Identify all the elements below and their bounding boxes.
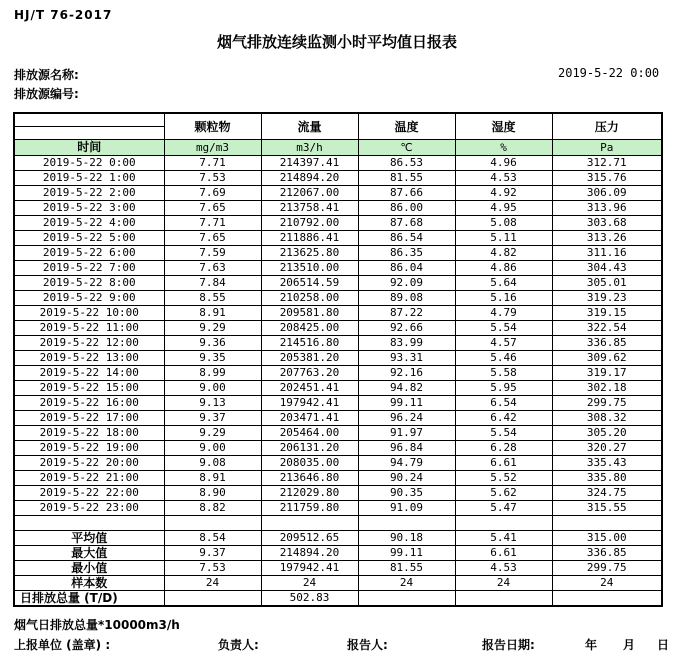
header-spacer-cell [14, 127, 164, 140]
humidity-cell: 6.61 [455, 456, 552, 471]
time-cell: 2019-5-22 20:00 [14, 456, 164, 471]
pressure-cell: 309.62 [552, 351, 662, 366]
pressure-cell: 308.32 [552, 411, 662, 426]
temperature-cell: 94.82 [358, 381, 455, 396]
pressure-cell: 299.75 [552, 396, 662, 411]
month-label: 月 [623, 638, 636, 652]
time-cell: 2019-5-22 7:00 [14, 261, 164, 276]
flow-cell: 208035.00 [261, 456, 358, 471]
particulate-cell: 9.36 [164, 336, 261, 351]
pressure-cell: 302.18 [552, 381, 662, 396]
unit-humidity: % [455, 140, 552, 156]
flow-cell: 214397.41 [261, 156, 358, 171]
temperature-cell: 86.53 [358, 156, 455, 171]
temperature-cell: 92.66 [358, 321, 455, 336]
particulate-cell: 9.35 [164, 351, 261, 366]
particulate-cell: 9.08 [164, 456, 261, 471]
source-code-label: 排放源编号: [14, 87, 79, 101]
humidity-cell: 5.58 [455, 366, 552, 381]
particulate-cell: 8.90 [164, 486, 261, 501]
table-row [14, 201, 662, 216]
pressure-cell: 324.75 [552, 486, 662, 501]
table-row [14, 321, 662, 336]
particulate-cell: 7.65 [164, 201, 261, 216]
temperature-cell: 91.97 [358, 426, 455, 441]
flow-cell: 213646.80 [261, 471, 358, 486]
time-cell: 2019-5-22 3:00 [14, 201, 164, 216]
flow-cell: 205464.00 [261, 426, 358, 441]
time-cell: 2019-5-22 10:00 [14, 306, 164, 321]
particulate-cell: 9.00 [164, 381, 261, 396]
summary-row [14, 546, 662, 561]
time-header: 时间 [14, 140, 164, 156]
flow-cell: 214894.20 [261, 171, 358, 186]
table-row [14, 216, 662, 231]
time-cell: 2019-5-22 0:00 [14, 156, 164, 171]
flow-cell: 212029.80 [261, 486, 358, 501]
pressure-cell: 319.17 [552, 366, 662, 381]
humidity-cell: 4.79 [455, 306, 552, 321]
flow-cell: 207763.20 [261, 366, 358, 381]
table-row [14, 276, 662, 291]
summary-row [14, 561, 662, 576]
temperature-cell: 89.08 [358, 291, 455, 306]
table-row [14, 441, 662, 456]
humidity-cell [455, 591, 552, 607]
temperature-cell: 24 [358, 576, 455, 591]
table-row [14, 306, 662, 321]
flow-cell: 211759.80 [261, 501, 358, 516]
source-name-label: 排放源名称: [14, 68, 79, 82]
table-row [14, 351, 662, 366]
pressure-cell: 311.16 [552, 246, 662, 261]
table-row [14, 186, 662, 201]
unit-particulate: mg/m3 [164, 140, 261, 156]
pressure-cell: 305.20 [552, 426, 662, 441]
table-row [14, 336, 662, 351]
humidity-cell: 5.41 [455, 531, 552, 546]
humidity-cell: 4.96 [455, 156, 552, 171]
humidity-cell: 5.54 [455, 321, 552, 336]
time-cell: 2019-5-22 1:00 [14, 171, 164, 186]
table-row [14, 471, 662, 486]
time-cell: 2019-5-22 8:00 [14, 276, 164, 291]
table-row [14, 366, 662, 381]
temperature-cell: 92.09 [358, 276, 455, 291]
monitoring-table [13, 112, 663, 607]
particulate-cell: 9.13 [164, 396, 261, 411]
humidity-cell: 5.08 [455, 216, 552, 231]
flow-cell: 214894.20 [261, 546, 358, 561]
day-label: 日 [657, 638, 670, 652]
temperature-cell: 94.79 [358, 456, 455, 471]
humidity-cell: 4.92 [455, 186, 552, 201]
humidity-cell: 5.46 [455, 351, 552, 366]
col-header-temperature: 温度 [358, 113, 455, 140]
flow-cell: 206514.59 [261, 276, 358, 291]
humidity-cell: 5.47 [455, 501, 552, 516]
temperature-cell: 86.35 [358, 246, 455, 261]
summary-rows [14, 531, 662, 607]
page-title: 烟气排放连续监测小时平均值日报表 [216, 33, 457, 51]
pressure-cell: 336.85 [552, 546, 662, 561]
temperature-cell: 87.66 [358, 186, 455, 201]
time-cell: 2019-5-22 23:00 [14, 501, 164, 516]
footnote: 烟气日排放总量*10000m3/h [14, 618, 180, 632]
table-row [14, 246, 662, 261]
flow-cell: 209581.80 [261, 306, 358, 321]
report-datetime: 2019-5-22 0:00 [558, 66, 660, 80]
data-rows [14, 156, 662, 516]
pressure-cell: 24 [552, 576, 662, 591]
time-cell: 2019-5-22 2:00 [14, 186, 164, 201]
humidity-cell: 6.61 [455, 546, 552, 561]
summary-label: 最大值 [14, 546, 164, 561]
temperature-cell: 92.16 [358, 366, 455, 381]
summary-label: 样本数 [14, 576, 164, 591]
humidity-cell: 5.54 [455, 426, 552, 441]
humidity-cell: 24 [455, 576, 552, 591]
humidity-cell: 4.82 [455, 246, 552, 261]
particulate-cell: 9.29 [164, 426, 261, 441]
particulate-cell: 7.65 [164, 231, 261, 246]
table-row [14, 381, 662, 396]
table-row [14, 411, 662, 426]
time-cell: 2019-5-22 21:00 [14, 471, 164, 486]
flow-cell: 214516.80 [261, 336, 358, 351]
pressure-cell: 315.76 [552, 171, 662, 186]
time-cell: 2019-5-22 5:00 [14, 231, 164, 246]
particulate-cell: 8.54 [164, 531, 261, 546]
table-row [14, 231, 662, 246]
pressure-cell: 315.00 [552, 531, 662, 546]
blank-row [14, 516, 662, 531]
temperature-cell: 90.24 [358, 471, 455, 486]
humidity-cell: 6.28 [455, 441, 552, 456]
unit-row [14, 140, 662, 156]
particulate-cell: 8.91 [164, 471, 261, 486]
col-header-humidity: 湿度 [455, 113, 552, 140]
particulate-cell: 8.55 [164, 291, 261, 306]
temperature-cell: 99.11 [358, 546, 455, 561]
temperature-cell: 90.35 [358, 486, 455, 501]
particulate-cell: 7.84 [164, 276, 261, 291]
temperature-cell: 90.18 [358, 531, 455, 546]
particulate-cell: 7.71 [164, 156, 261, 171]
pressure-cell: 299.75 [552, 561, 662, 576]
separator-section [14, 516, 662, 531]
report-date-label: 报告日期: [482, 638, 535, 652]
humidity-cell: 5.62 [455, 486, 552, 501]
temperature-cell: 81.55 [358, 171, 455, 186]
particulate-cell [164, 591, 261, 607]
pressure-cell: 322.54 [552, 321, 662, 336]
col-header-flow: 流量 [261, 113, 358, 140]
humidity-cell: 4.53 [455, 561, 552, 576]
pressure-cell: 315.55 [552, 501, 662, 516]
temperature-cell: 81.55 [358, 561, 455, 576]
temperature-cell: 96.24 [358, 411, 455, 426]
time-cell: 2019-5-22 6:00 [14, 246, 164, 261]
table-row [14, 156, 662, 171]
flow-cell: 24 [261, 576, 358, 591]
header-spacer-cell [14, 113, 164, 127]
pressure-cell: 335.43 [552, 456, 662, 471]
pressure-cell: 305.01 [552, 276, 662, 291]
humidity-cell: 5.64 [455, 276, 552, 291]
particulate-cell: 7.71 [164, 216, 261, 231]
temperature-cell: 83.99 [358, 336, 455, 351]
flow-cell: 213510.00 [261, 261, 358, 276]
responsible-label: 负责人: [218, 638, 259, 652]
time-cell: 2019-5-22 19:00 [14, 441, 164, 456]
time-cell: 2019-5-22 17:00 [14, 411, 164, 426]
year-label: 年 [585, 638, 598, 652]
time-cell: 2019-5-22 18:00 [14, 426, 164, 441]
humidity-cell: 5.16 [455, 291, 552, 306]
flow-cell: 197942.41 [261, 561, 358, 576]
time-cell: 2019-5-22 4:00 [14, 216, 164, 231]
pressure-cell: 303.68 [552, 216, 662, 231]
temperature-cell: 87.22 [358, 306, 455, 321]
time-cell: 2019-5-22 12:00 [14, 336, 164, 351]
flow-cell: 206131.20 [261, 441, 358, 456]
pressure-cell: 304.43 [552, 261, 662, 276]
reporter-label: 报告人: [347, 638, 388, 652]
humidity-cell: 5.52 [455, 471, 552, 486]
particulate-cell: 24 [164, 576, 261, 591]
pressure-cell: 335.80 [552, 471, 662, 486]
temperature-cell: 93.31 [358, 351, 455, 366]
table-header [14, 113, 662, 156]
pressure-cell: 313.96 [552, 201, 662, 216]
unit-temperature: ℃ [358, 140, 455, 156]
flow-cell: 202451.41 [261, 381, 358, 396]
particulate-cell: 8.82 [164, 501, 261, 516]
summary-label: 平均值 [14, 531, 164, 546]
temperature-cell: 86.04 [358, 261, 455, 276]
summary-row [14, 576, 662, 591]
pressure-cell: 319.23 [552, 291, 662, 306]
humidity-cell: 5.11 [455, 231, 552, 246]
flow-cell: 213758.41 [261, 201, 358, 216]
table-row [14, 396, 662, 411]
particulate-cell: 9.37 [164, 411, 261, 426]
temperature-cell: 87.68 [358, 216, 455, 231]
temperature-cell: 96.84 [358, 441, 455, 456]
unit-flow: m3/h [261, 140, 358, 156]
temperature-cell: 99.11 [358, 396, 455, 411]
time-cell: 2019-5-22 13:00 [14, 351, 164, 366]
humidity-cell: 4.86 [455, 261, 552, 276]
summary-row [14, 591, 662, 607]
particulate-cell: 7.53 [164, 171, 261, 186]
flow-cell: 210258.00 [261, 291, 358, 306]
summary-label: 日排放总量 (T/D) [14, 591, 164, 607]
temperature-cell [358, 591, 455, 607]
report-unit-label: 上报单位 (盖章) : [14, 638, 111, 652]
table-row [14, 501, 662, 516]
param-header-row [14, 113, 662, 127]
summary-row [14, 531, 662, 546]
table-row [14, 261, 662, 276]
table-row [14, 171, 662, 186]
particulate-cell: 8.91 [164, 306, 261, 321]
particulate-cell: 8.99 [164, 366, 261, 381]
flow-cell: 197942.41 [261, 396, 358, 411]
pressure-cell: 313.26 [552, 231, 662, 246]
flow-cell: 211886.41 [261, 231, 358, 246]
particulate-cell: 7.59 [164, 246, 261, 261]
humidity-cell: 4.57 [455, 336, 552, 351]
table-row [14, 456, 662, 471]
particulate-cell: 7.69 [164, 186, 261, 201]
pressure-cell: 312.71 [552, 156, 662, 171]
temperature-cell: 86.00 [358, 201, 455, 216]
flow-cell: 205381.20 [261, 351, 358, 366]
flow-cell: 208425.00 [261, 321, 358, 336]
unit-pressure: Pa [552, 140, 662, 156]
col-header-pressure: 压力 [552, 113, 662, 140]
flow-cell: 213625.80 [261, 246, 358, 261]
col-header-particulate: 颗粒物 [164, 113, 261, 140]
summary-label: 最小值 [14, 561, 164, 576]
temperature-cell: 91.09 [358, 501, 455, 516]
time-cell: 2019-5-22 14:00 [14, 366, 164, 381]
pressure-cell: 320.27 [552, 441, 662, 456]
flow-cell: 210792.00 [261, 216, 358, 231]
particulate-cell: 9.37 [164, 546, 261, 561]
table-row [14, 291, 662, 306]
table-row [14, 426, 662, 441]
time-cell: 2019-5-22 9:00 [14, 291, 164, 306]
flow-cell: 502.83 [261, 591, 358, 607]
humidity-cell: 5.95 [455, 381, 552, 396]
particulate-cell: 9.29 [164, 321, 261, 336]
time-cell: 2019-5-22 22:00 [14, 486, 164, 501]
particulate-cell: 7.53 [164, 561, 261, 576]
particulate-cell: 9.00 [164, 441, 261, 456]
time-cell: 2019-5-22 11:00 [14, 321, 164, 336]
flow-cell: 203471.41 [261, 411, 358, 426]
humidity-cell: 4.53 [455, 171, 552, 186]
pressure-cell [552, 591, 662, 607]
pressure-cell: 336.85 [552, 336, 662, 351]
particulate-cell: 7.63 [164, 261, 261, 276]
flow-cell: 212067.00 [261, 186, 358, 201]
humidity-cell: 6.42 [455, 411, 552, 426]
temperature-cell: 86.54 [358, 231, 455, 246]
humidity-cell: 6.54 [455, 396, 552, 411]
time-cell: 2019-5-22 16:00 [14, 396, 164, 411]
flow-cell: 209512.65 [261, 531, 358, 546]
time-cell: 2019-5-22 15:00 [14, 381, 164, 396]
pressure-cell: 319.15 [552, 306, 662, 321]
table-row [14, 486, 662, 501]
pressure-cell: 306.09 [552, 186, 662, 201]
standard-code: HJ/T 76-2017 [14, 8, 113, 22]
humidity-cell: 4.95 [455, 201, 552, 216]
